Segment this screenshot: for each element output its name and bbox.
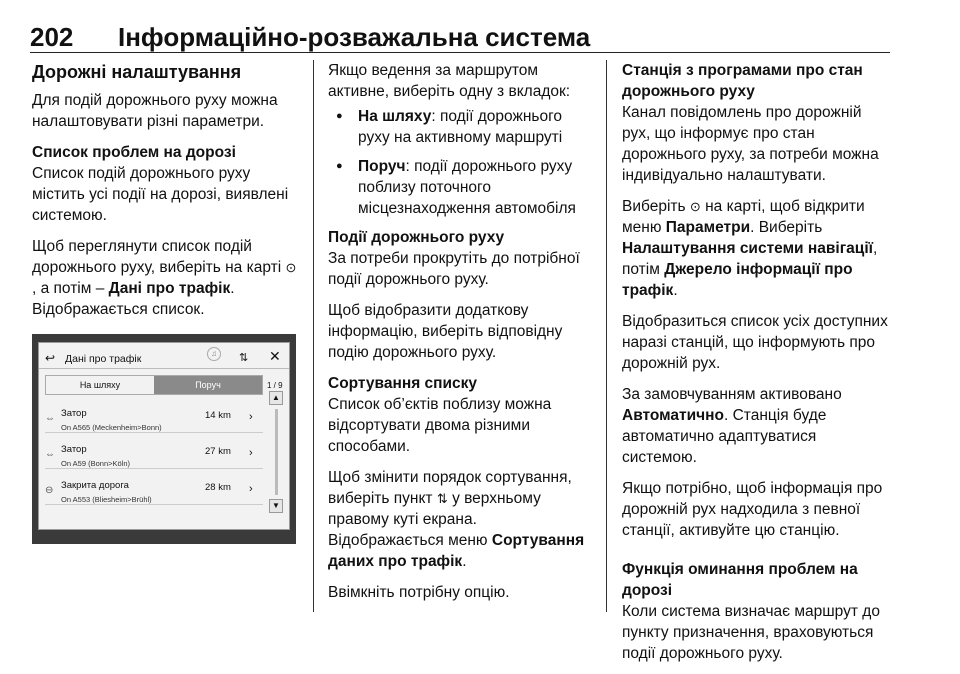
screen-title: Дані про трафік xyxy=(65,353,142,365)
traffic-data-label: Дані про трафік xyxy=(108,280,231,297)
sort-arrows-icon[interactable]: ⇅ xyxy=(239,352,249,364)
screen-top-bar xyxy=(39,343,289,369)
chevron-right-icon: › xyxy=(249,411,253,423)
music-note-icon: ♫ xyxy=(207,347,221,361)
station-text: Канал повідомлень про дорожній рух, що інформує про стан дорожнього руху, за потреби можна індивідуально налаштувати. xyxy=(622,104,879,184)
intro-text: Для подій дорожнього руху можна налаштовувати різні параметри. xyxy=(32,92,278,130)
list-heading: Список проблем на дорозі xyxy=(32,144,236,161)
traffic-row[interactable]: ⇔ Затор On A565 (Meckenheim>Bonn) 14 km › xyxy=(45,399,263,433)
column-divider-2 xyxy=(606,60,607,612)
sort-arrows-icon: ⇅ xyxy=(436,491,448,506)
events-text: За потреби прокрутіть до потрібної події дорожнього руху. xyxy=(328,250,580,288)
back-arrow-icon[interactable]: ↩ xyxy=(45,351,56,365)
sort-text: Список об’єктів поблизу можна відсортувати двома різними способами. xyxy=(328,396,552,455)
tab-on-route[interactable]: На шляху xyxy=(79,380,121,390)
traffic-screenshot xyxy=(32,334,296,544)
page-number: 202 xyxy=(30,22,74,52)
scroll-up-icon[interactable]: ▲ xyxy=(269,391,283,405)
header-divider xyxy=(30,52,890,53)
change-sort-text: Щоб змінити порядок сортування, виберіть пункт ⇅ у верхньому правому куті екрана. xyxy=(328,469,572,528)
close-icon[interactable]: ✕ xyxy=(269,348,281,364)
scrollbar[interactable] xyxy=(269,391,283,513)
traffic-row[interactable]: ⇔ Затор On A59 (Bonn>Köln) 27 km › xyxy=(45,435,263,469)
tab-list xyxy=(328,106,596,219)
column-middle xyxy=(328,60,596,613)
select-instructions: Виберіть ⊙ на карті, щоб відкрити меню Параметри. Виберіть Налаштування системи навігації, потім Джерело інформації про трафік. xyxy=(622,198,878,299)
chevron-right-icon: › xyxy=(249,447,253,459)
page-header xyxy=(30,22,890,62)
extra-info-text: Щоб відобразити додаткову інформацію, виберіть відповідну подію дорожнього руху. xyxy=(328,302,563,361)
list-shown-text: Відображається список. xyxy=(32,301,205,318)
traffic-screen xyxy=(38,342,290,530)
avoid-heading: Функція оминання проблем на дорозі xyxy=(622,561,858,599)
auto-text: За замовчуванням активовано Автоматично. Станція буде автоматично адаптуватися системою. xyxy=(622,386,842,466)
page-indicator: 1 / 9 xyxy=(267,381,283,390)
list-item: ● Поруч: події дорожнього руху поблизу поточного місцезнаходження автомобіля xyxy=(328,156,596,219)
enable-text: Ввімкніть потрібну опцію. xyxy=(328,584,510,601)
station-list-text: Відобразиться список усіх доступних наразі станцій, що інформують про дорожній рух. xyxy=(622,313,888,372)
sort-heading: Сортування списку xyxy=(328,375,478,392)
chevron-right-icon: › xyxy=(249,483,253,495)
menu-shown-text: Відображається меню Сортування даних про трафік. xyxy=(328,532,585,570)
compass-icon: ⊙ xyxy=(689,199,701,214)
events-heading: Події дорожнього руху xyxy=(328,229,505,246)
avoid-text: Коли система визначає маршрут до пункту призначення, враховуються події дорожнього руху. xyxy=(622,603,880,662)
view-instructions: Щоб переглянути список подій дорожнього руху, виберіть на карті ⊙, а потім – Дані про трафік. xyxy=(32,238,297,297)
column-right xyxy=(622,60,892,674)
specific-station-text: Якщо потрібно, щоб інформація про дорожній рух надходила з певної станції, активуйте цю станцію. xyxy=(622,480,883,539)
list-item: ● На шляху: події дорожнього руху на активному маршруті xyxy=(328,106,596,148)
traffic-row[interactable]: ⊖ Закрита дорога On A553 (Bliesheim>Brühl) 28 km › xyxy=(45,471,263,505)
route-intro: Якщо ведення за маршрутом активне, виберіть одну з вкладок: xyxy=(328,62,571,100)
compass-icon: ⊙ xyxy=(285,260,297,275)
section-title: Дорожні налаштування xyxy=(32,62,242,82)
station-heading: Станція з програмами про стан дорожнього руху xyxy=(622,62,863,100)
road-closed-icon: ⊖ xyxy=(45,485,54,496)
tab-bar xyxy=(45,375,263,395)
column-divider-1 xyxy=(313,60,314,612)
scroll-down-icon[interactable]: ▼ xyxy=(269,499,283,513)
list-text: Список подій дорожнього руху містить усі події на дорозі, виявлені системою. xyxy=(32,165,289,224)
traffic-jam-icon: ⇔ xyxy=(45,449,55,460)
column-left xyxy=(32,60,300,544)
page-title: Інформаційно-розважальна система xyxy=(118,22,591,52)
scroll-track[interactable] xyxy=(275,409,278,495)
tab-nearby[interactable]: Поруч xyxy=(154,376,262,394)
traffic-jam-icon: ⇔ xyxy=(45,413,55,424)
